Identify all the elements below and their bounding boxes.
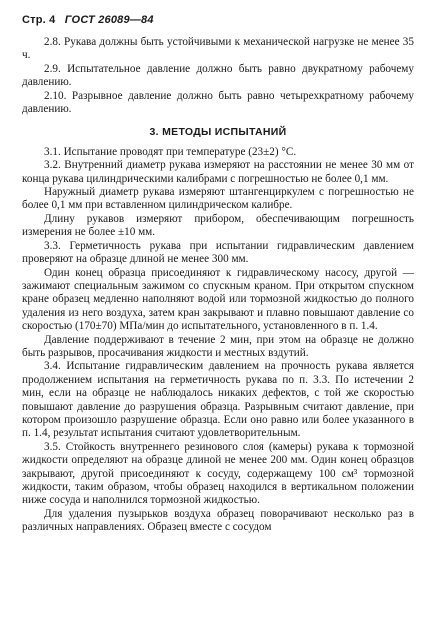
paragraph-2-9: 2.9. Испытательное давление должно быть равно двукратному рабочему давлению. (22, 62, 414, 89)
paragraph-air-bubbles: Для удаления пузырьков воздуха образец поворачивают несколько раз в различных направлениях. Образец вместе с сосудом (22, 507, 414, 534)
paragraph-3-4: 3.4. Испытание гидравлическим давлением на прочность рукава является продолжением испытания на герметичность рукава по п. 3.3. По истечении 2 мин, если на образце не наблюдалось никаких дефектов, с той же скоростью повышают давление до разрушения образца. Разрывным считают давление, при котором произошло разрушение образца. Если оно равно или более указанного в п. 1.4, результат испытания считают удовлетворительным. (22, 360, 414, 440)
paragraph-2-10: 2.10. Разрывное давление должно быть равно четырехкратному рабочему давлению. (22, 89, 414, 116)
document-page (22, 14, 414, 535)
page-label: Стр. 4 (22, 14, 56, 26)
section-title: 3. МЕТОДЫ ИСПЫТАНИЙ (149, 126, 287, 139)
paragraph-3-5: 3.5. Стойкость внутреннего резинового слоя (камеры) рукава к тормозной жидкости определяют на образце длиной не менее 200 мм. Один конец образцов закрывают, другой присоединяют к сосуду, содержащему 100 см³ тормозной жидкости, таким образом, чтобы образец находился в вертикальном положении ниже сосуда и наполнился тормозной жидкостью. (22, 440, 414, 507)
paragraph-outer-diameter: Наружный диаметр рукава измеряют штангенциркулем с погрешностью не более 0,1 мм при вставленном цилиндрическом калибре. (22, 186, 414, 212)
paragraph-2-8: 2.8. Рукава должны быть устойчивыми к механической нагрузке не менее 35 ч. (22, 36, 414, 62)
page-header (22, 14, 414, 28)
paragraph-sample-procedure: Один конец образца присоединяют к гидравлическому насосу, другой — зажимают специальным зажимом со спускным краном. При открытом спускном кране образец медленно наполняют водой или тормозной жидкостью до полного удаления из него воздуха, затем кран закрывают и плавно повышают давление со скоростью (170±70) МПа/мин до испытательного, установленного в п. 1.4. (22, 266, 414, 333)
paragraph-3-3: 3.3. Герметичность рукава при испытании гидравлическим давлением проверяют на образце длиной не менее 300 мм. (22, 239, 414, 266)
paragraph-3-1: 3.1. Испытание проводят при температуре (23±2) °С. (44, 145, 297, 158)
paragraph-3-2: 3.2. Внутренний диаметр рукава измеряют на расстоянии не менее 30 мм от конца рукава цилиндрическими калибрами с погрешностью не более 0,1 мм. (22, 159, 414, 185)
paragraph-length: Длину рукавов измеряют прибором, обеспечивающим погрешность измерения не более ±10 мм. (22, 212, 414, 239)
paragraph-pressure-hold: Давление поддерживают в течение 2 мин, при этом на образце не должно быть разрывов, просачивания жидкости и местных вздутий. (22, 333, 414, 359)
standard-number: ГОСТ 26089—84 (64, 14, 154, 26)
